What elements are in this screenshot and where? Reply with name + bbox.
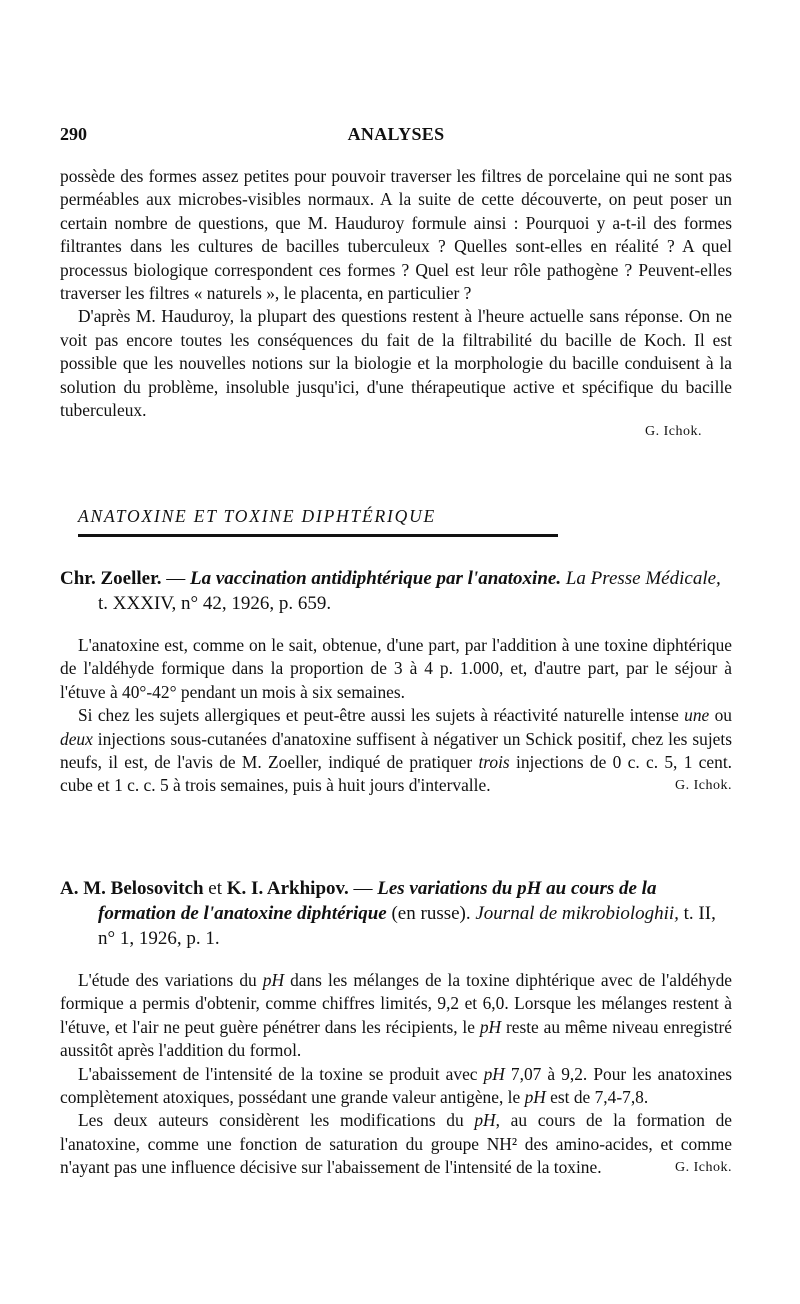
journal-name: Journal de mikrobiologhii, — [475, 903, 679, 924]
continued-review — [60, 165, 732, 442]
review-zoeller — [60, 566, 732, 798]
text: injections sous-cutanées d'anatoxine suffisent à négativer un Schick positif, chez les sujets neufs, il est, de l'avis de M. Zoeller, indiqué de pratiquer — [60, 728, 732, 773]
text: 7,07 à 9,2. Pour les anatoxines complètement atoxiques, possédant une grande valeur antigène, le — [60, 1063, 732, 1108]
author: Chr. Zoeller. — [60, 568, 162, 589]
emphasis: pH — [524, 1087, 546, 1108]
paragraph: L'anatoxine est, comme on le sait, obtenue, d'une part, par l'addition à une toxine diphtérique de l'aldéhyde formique dans la proportion de 3 à 4 p. 1.000, et, d'autre part, par le séjour à l'étuve à 40°-42° pendant un mois à six semaines. — [60, 635, 732, 702]
citation-details: t. II, n° 1, 1926, p. 1. — [98, 903, 716, 949]
signature: G. Ichok. — [675, 1160, 732, 1176]
paragraph — [60, 969, 732, 1063]
conjunction: et — [203, 878, 227, 899]
signature: G. Ichok. — [675, 778, 732, 794]
journal-page — [60, 0, 732, 1304]
text: L'abaissement de l'intensité de la toxine se produit avec — [78, 1063, 484, 1084]
paragraph — [60, 1109, 732, 1179]
emphasis: pH — [483, 1063, 505, 1084]
text: injections de 0 c. c. 5, 1 cent. cube et 1 c. c. 5 à trois semaines, puis à huit jours d'intervalle. — [60, 752, 732, 796]
journal-name: La Presse Médicale, — [565, 568, 721, 589]
page-header — [60, 124, 732, 148]
paragraph: possède des formes assez petites pour pouvoir traverser les filtres de porcelaine qui ne sont pas perméables aux microbes-visibles normaux. A la suite de cette découverte, on peut poser un certain nombre de questions, que M. Hauduroy formule ainsi : Pourquoi y a-t-il des formes filtrantes dans les cultures de bacilles tuberculeux ? Quelles sont-elles en réalité ? A quel processus biologique correspondent ces formes ? Quel est leur rôle pathogène ? Peuvent-elles traverser les filtres « naturels », le placenta, en particulier ? — [60, 166, 732, 304]
dash: — — [161, 568, 191, 589]
article-title: Les variations du pH au cours de la formation de l'anatoxine diphtérique — [98, 878, 657, 924]
language-note: (en russe). — [386, 903, 476, 924]
emphasis: une — [684, 705, 710, 726]
page-number: 290 — [60, 124, 87, 144]
reference — [60, 566, 732, 616]
text: , au cours de la formation de l'anatoxine, comme une fonction de saturation du groupe NH² des amino-acides, et comme n'ayant pas une influence décisive sur l'abaissement de l'intensité de la toxine. — [60, 1110, 732, 1178]
dash: — — [348, 878, 378, 899]
section-title: ANATOXINE ET TOXINE DIPHTÉRIQUE — [78, 506, 436, 526]
paragraph: D'après M. Hauduroy, la plupart des questions restent à l'heure actuelle sans réponse. On ne voit pas encore toutes les conséquences du fait de la filtrabilité du bacille de Koch. Il est possible que les nouvelles notions sur la biologie et la morphologie du bacille conduisent à la solution du problème, insoluble jusqu'ici, d'une thérapeutique active et spécifique du bacille tuberculeux. — [60, 306, 732, 421]
emphasis: deux — [60, 728, 93, 749]
emphasis: pH — [474, 1110, 496, 1131]
text: L'étude des variations du — [78, 970, 263, 990]
text: dans les mélanges de la toxine diphtérique avec de l'aldéhyde formique a permis d'obtenir, comme chiffres limités, 9,2 et 6,0. Lorsque les mélanges restent à l'étuve, et l'air ne peut guère pénétrer dans les récipients, le — [60, 970, 732, 1037]
text: Si chez les sujets allergiques et peut-être aussi les sujets à réactivité naturelle intense — [78, 705, 685, 726]
emphasis: pH — [262, 970, 285, 990]
paragraph — [60, 704, 732, 798]
review-belosovitch — [60, 876, 732, 1180]
paragraph — [60, 1063, 732, 1110]
emphasis: pH — [479, 1016, 502, 1037]
section-rule — [78, 534, 558, 537]
text: ou — [709, 705, 732, 726]
citation-details: t. XXXIV, n° 42, 1926, p. 659. — [98, 593, 332, 614]
author: A. M. Belosovitch — [60, 878, 204, 899]
emphasis: trois — [478, 752, 510, 773]
reference — [60, 876, 732, 951]
running-head: ANALYSES — [347, 124, 445, 144]
article-title: La vaccination antidiphtérique par l'anatoxine. — [190, 568, 562, 589]
text: Les deux auteurs considèrent les modifications du — [78, 1110, 475, 1131]
text: est de 7,4-7,8. — [545, 1087, 649, 1108]
text: reste au même niveau enregistré aussitôt après l'addition du formol. — [60, 1016, 732, 1061]
signature: G. Ichok. — [645, 424, 702, 440]
author: K. I. Arkhipov. — [226, 878, 349, 899]
